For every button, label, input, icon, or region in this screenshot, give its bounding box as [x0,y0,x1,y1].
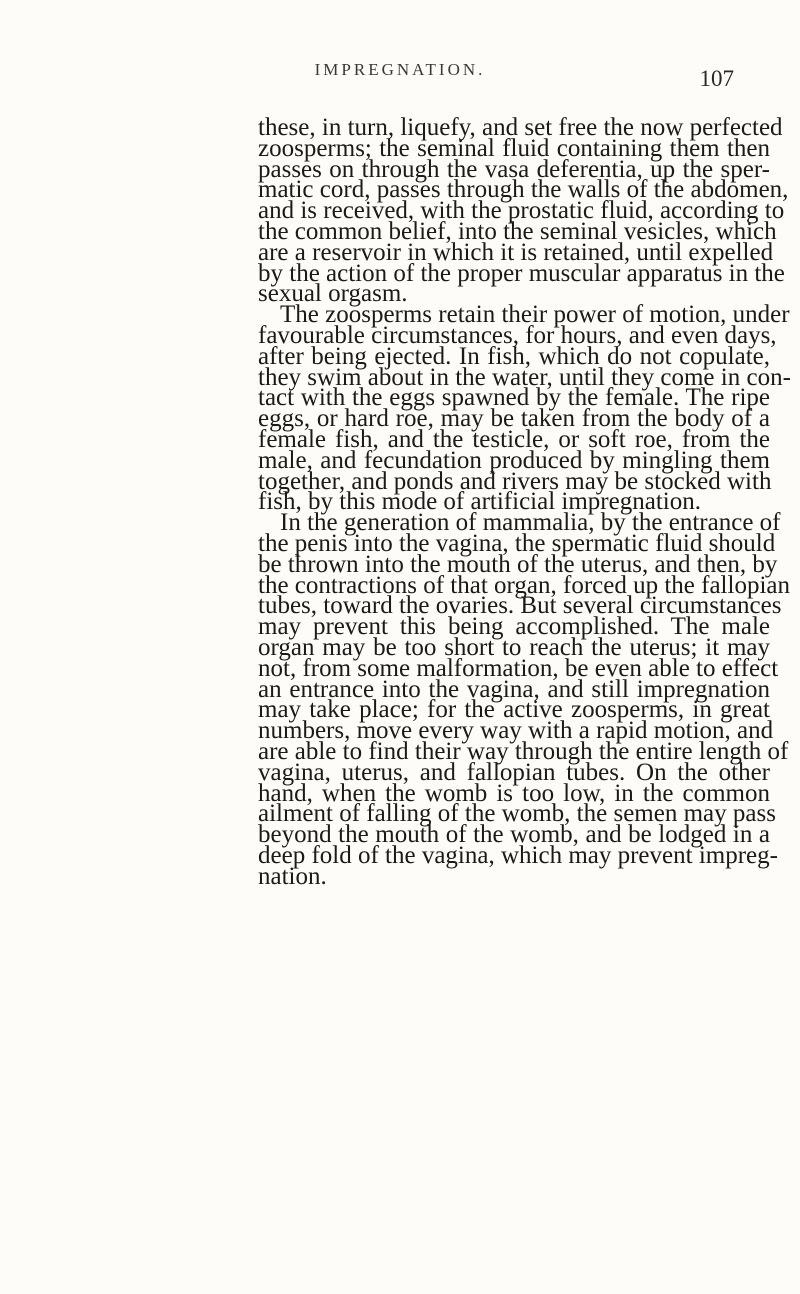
text-line: be thrown into the mouth of the uterus, and then, by [258,550,778,578]
text-line: In the generation of mammalia, by the entrance of [280,509,781,537]
text-line: together, and ponds and rivers may be stocked with [258,467,772,495]
text-line: nation. [258,862,327,890]
text-line: the common belief, into the seminal vesicles, which [258,217,777,245]
text-line: may take place; for the active zoosperms, in great [258,696,770,724]
running-title: IMPREGNATION. [314,60,486,79]
text-line: the contractions of that organ, forced up the fallopian [258,571,790,599]
text-line: favourable circumstances, for hours, and even days, [258,321,777,349]
text-line: The zoosperms retain their power of motion, under [280,301,790,329]
text-line: deep fold of the vagina, which may prevent impreg- [258,841,778,869]
text-line: eggs, or hard roe, may be taken from the body of a [258,405,770,433]
text-line: the penis into the vagina, the spermatic fluid should [258,529,776,557]
text-line: hand, when the womb is too low, in the common [258,779,770,807]
text-line: vagina, uterus, and fallopian tubes. On the other [258,758,770,786]
text-line: tubes, toward the ovaries. But several circumstances [258,592,782,620]
text-line: passes on through the vasa deferentia, up the sper- [258,155,770,183]
body-text [258,114,791,890]
text-line: not, from some malformation, be even able to effect [258,654,779,682]
text-line: zoosperms; the seminal fluid containing them then [258,134,770,162]
text-line: by the action of the proper muscular apparatus in the [258,259,785,287]
text-line: and is received, with the prostatic fluid, according to [258,197,785,225]
text-line: beyond the mouth of the womb, and be lodged in a [258,821,770,849]
text-line: an entrance into the vagina, and still impregnation [258,675,770,703]
text-line: numbers, move every way with a rapid motion, and [258,717,774,745]
page-number: 107 [699,66,734,91]
text-line: are a reservoir in which it is retained, until expelled [258,238,774,266]
text-line: they swim about in the water, until they come in con- [258,363,791,391]
text-line: are able to find their way through the entire length of [258,737,789,765]
text-line: organ may be too short to reach the uterus; it may [258,633,770,661]
text-line: after being ejected. In fish, which do not copulate, [258,342,770,370]
text-line: female fish, and the testicle, or soft roe, from the [258,425,770,453]
text-line: male, and fecundation produced by mingling them [258,446,770,474]
running-head [0,56,800,96]
text-line: ailment of falling of the womb, the semen may pass [258,800,776,828]
text-line: may prevent this being accomplished. The male [258,613,770,641]
text-line: sexual orgasm. [258,280,408,308]
text-line: matic cord, passes through the walls of the abdomen, [258,176,789,204]
text-line: these, in turn, liquefy, and set free the now perfected [258,114,783,141]
text-line: tact with the eggs spawned by the female. The ripe [258,384,770,412]
text-line: fish, by this mode of artificial impregnation. [258,488,701,516]
